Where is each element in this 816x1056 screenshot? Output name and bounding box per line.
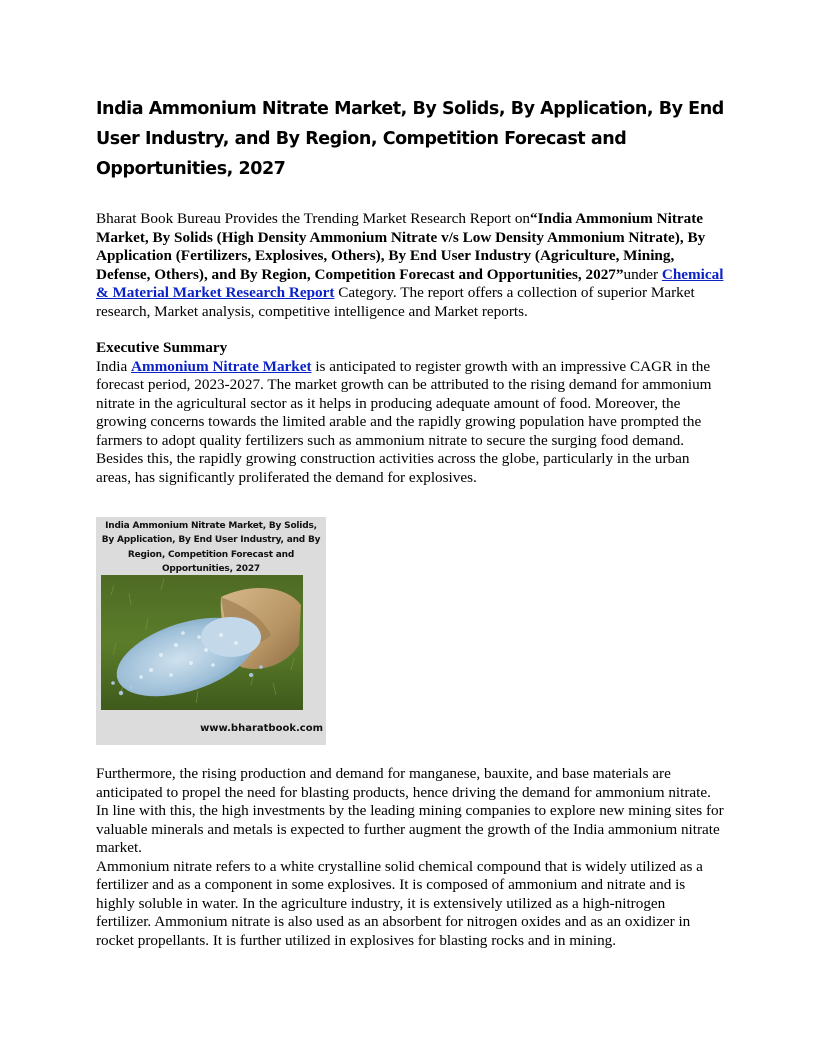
document-page	[96, 94, 724, 949]
paragraph-definition: Ammonium nitrate refers to a white crystalline solid chemical compound that is widely utilized as a fertilizer and as a component in some explosives. It is composed of ammonium and nitrate and is highly soluble in water. In the agriculture industry, it is extensively utilized as a high-nitrogen fertilizer. Ammonium nitrate is also used as an absorbent for nitrogen oxides and as an oxidizer in rocket propellants. It is further utilized in explosives for blasting rocks and in mining.	[96, 857, 703, 949]
report-name: “India Ammonium Nitrate Market, By Solids (High Density Ammonium Nitrate v/s Low Density Ammonium Nitrate), By Application (Fertilizers, Explosives, Others), By End User Industry (Agriculture, Mining, Defense, Others), and By Region, Competition Forecast and Opportunities, 2027”	[96, 210, 706, 283]
intro-prefix: Bharat Book Bureau Provides the Trending Market Research Report on	[96, 210, 531, 227]
cover-title: India Ammonium Nitrate Market, By Solids, By Application, By End User Industry, and By Region, Competition Forecast and Opportunities, 2027	[101, 521, 321, 574]
ammonium-nitrate-market-link[interactable]: Ammonium Nitrate Market	[131, 357, 312, 375]
fertilizer-sack-photo	[101, 575, 303, 710]
summary-lead: India	[96, 357, 132, 375]
report-cover-image	[96, 517, 326, 745]
intro-suffix: Category. The report offers a collection of superior Market research, Market analysis, competitive intelligence and Market reports.	[96, 284, 695, 320]
page-title: India Ammonium Nitrate Market, By Solids, By Application, By End User Industry, and By Region, Competition Forecast and Opportunities, 2027	[96, 99, 724, 179]
executive-summary	[96, 339, 724, 487]
summary-body: is anticipated to register growth with an impressive CAGR in the forecast period, 2023-2027. The market growth can be attributed to the rising demand for ammonium nitrate in the agricultural sector as it helps in producing adequate amount of food. Moreover, the growing concerns towards the limited arable and the rapidly growing population have prompted the farmers to adopt quality fertilizers such as ammonium nitrate to secure the surging food demand. Besides this, the rapidly growing construction activities across the globe, particularly in the urban areas, has significantly proliferated the demand for explosives.	[96, 357, 712, 486]
executive-summary-heading: Executive Summary	[96, 339, 228, 356]
cover-website: www.bharatbook.com	[200, 723, 323, 734]
intro-under: under	[623, 265, 662, 283]
category-link[interactable]: Chemical & Material Market Research Report	[96, 265, 724, 301]
intro-paragraph	[96, 210, 724, 321]
paragraph-growth-drivers: Furthermore, the rising production and demand for manganese, bauxite, and base materials are anticipated to propel the need for blasting products, hence driving the demand for ammonium nitrate. In line with this, the high investments by the leading mining companies to explore new mining sites for valuable minerals and metals is expected to further augment the growth of the India ammonium nitrate market.	[96, 765, 724, 856]
body-continued	[96, 765, 724, 950]
